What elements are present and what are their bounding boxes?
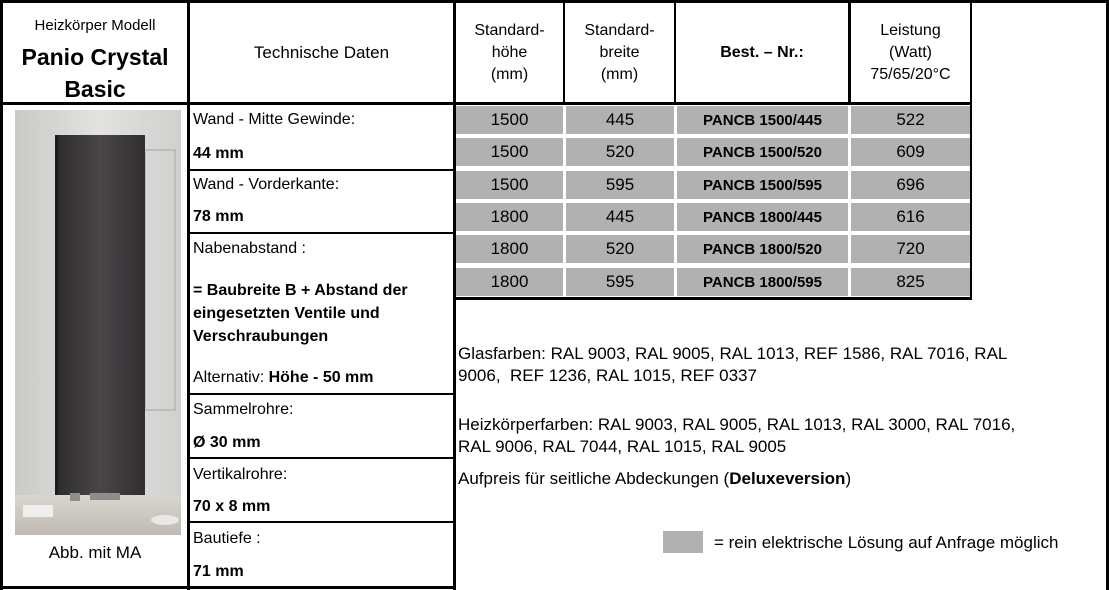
spec-wall-front-label: Wand - Vorderkante:	[193, 176, 340, 193]
radiator-colors-note	[458, 414, 1098, 458]
spec-vertical-value: 70 x 8 mm	[193, 498, 271, 515]
spec-wall-front-value: 78 mm	[193, 208, 244, 225]
model-title-cell	[3, 3, 187, 102]
cell-power: 825	[851, 268, 970, 296]
spec-divider-4	[190, 457, 453, 459]
cell-power: 696	[851, 171, 970, 199]
spec-wall-center-label: Wand - Mitte Gewinde:	[193, 111, 356, 128]
cell-height: 1800	[456, 203, 563, 231]
col-header-power	[851, 3, 970, 102]
col-header-width-line2: breite	[599, 43, 640, 61]
legend-gray-swatch	[663, 531, 703, 553]
spec-wall-center-value: 44 mm	[193, 145, 244, 162]
surcharge-prefix: Aufpreis für seitliche Abdeckungen (	[458, 469, 730, 488]
spec-divider-5	[190, 521, 453, 523]
cell-power: 616	[851, 203, 970, 231]
table-row	[456, 268, 970, 296]
spec-collector-value: Ø 30 mm	[193, 434, 261, 451]
legend-text: = rein elektrische Lösung auf Anfrage möglich	[714, 533, 1059, 552]
glass-colors-note	[458, 343, 1098, 387]
col-header-width-line3: (mm)	[600, 65, 639, 83]
col-header-height-line3: (mm)	[490, 65, 529, 83]
cell-order-number: PANCB 1500/520	[677, 138, 848, 166]
cell-width: 445	[566, 203, 674, 231]
cell-height: 1800	[456, 235, 563, 263]
table-row	[456, 235, 970, 263]
spec-hub-alt-value: Höhe - 50 mm	[268, 369, 374, 386]
surcharge-suffix: )	[845, 469, 852, 488]
spec-hub-formula-line3: Verschraubungen	[193, 328, 329, 345]
spec-vertical-label: Vertikalrohre:	[193, 466, 288, 483]
spec-divider-1	[190, 169, 453, 171]
spec-hub-formula-line2: eingesetzten Ventile und	[193, 305, 380, 322]
tech-data-header: Technische Daten	[253, 42, 390, 62]
radiator-colors-line1: Heizkörperfarben: RAL 9003, RAL 9005, RAL 1013, RAL 3000, RAL 7016,	[458, 415, 1016, 434]
cell-power: 522	[851, 106, 970, 134]
spec-depth-value: 71 mm	[193, 563, 244, 580]
cell-power: 720	[851, 235, 970, 263]
spec-divider-3	[190, 393, 453, 395]
model-name-line2: Basic	[64, 76, 126, 102]
cell-order-number: PANCB 1800/595	[677, 268, 848, 296]
spec-collector-label: Sammelrohre:	[193, 401, 294, 418]
col-header-width-line1: Standard-	[584, 21, 655, 39]
surcharge-deluxe: Deluxeversion	[729, 469, 846, 488]
cell-power: 609	[851, 138, 970, 166]
cell-width: 520	[566, 138, 674, 166]
spec-hub-alternative	[193, 369, 374, 387]
col-divider-4	[970, 0, 972, 299]
model-caption: Heizkörper Modell	[34, 17, 156, 34]
cell-height: 1500	[456, 106, 563, 134]
table-row	[456, 138, 970, 166]
spec-hub-formula-line1: = Baubreite B + Abstand der	[193, 282, 408, 299]
cell-width: 445	[566, 106, 674, 134]
spec-hub-alt-label: Alternativ:	[193, 369, 269, 386]
frame-bottom	[0, 586, 455, 589]
col-header-power-line2: (Watt)	[889, 43, 932, 61]
cell-order-number: PANCB 1500/595	[677, 171, 848, 199]
col-header-power-line3: 75/65/20°C	[870, 65, 951, 83]
cell-width: 520	[566, 235, 674, 263]
col-header-height-line2: höhe	[491, 43, 528, 61]
radiator-colors-line2: RAL 9006, RAL 7044, RAL 1015, RAL 9005	[458, 437, 787, 456]
col-header-height	[456, 3, 563, 102]
cell-order-number: PANCB 1500/445	[677, 106, 848, 134]
glass-colors-line2: 9006, REF 1236, RAL 1015, REF 0337	[458, 366, 757, 385]
col-header-height-line1: Standard-	[474, 21, 545, 39]
cell-width: 595	[566, 268, 674, 296]
cell-height: 1500	[456, 138, 563, 166]
cell-height: 1500	[456, 171, 563, 199]
surcharge-note	[458, 468, 1098, 490]
table-row	[456, 106, 970, 134]
cell-order-number: PANCB 1800/520	[677, 235, 848, 263]
glass-colors-line1: Glasfarben: RAL 9003, RAL 9005, RAL 1013, REF 1586, RAL 7016, RAL	[458, 344, 1008, 363]
table-row	[456, 203, 970, 231]
model-name-line1: Panio Crystal	[21, 44, 169, 70]
col-header-order: Best. – Nr.:	[720, 43, 804, 61]
spec-depth-label: Bautiefe :	[193, 530, 261, 547]
spec-hub-label: Nabenabstand :	[193, 240, 306, 257]
spec-divider-2	[190, 232, 453, 234]
table-bottom-line	[453, 297, 972, 300]
photo-caption: Abb. mit MA	[48, 543, 142, 562]
model-name	[3, 41, 187, 102]
table-row	[456, 171, 970, 199]
cell-height: 1800	[456, 268, 563, 296]
radiator-photo	[15, 110, 181, 535]
header-bottom-line	[0, 102, 972, 105]
col-header-power-line1: Leistung	[880, 21, 941, 39]
cell-order-number: PANCB 1800/445	[677, 203, 848, 231]
col-header-width	[565, 3, 674, 102]
cell-width: 595	[566, 171, 674, 199]
